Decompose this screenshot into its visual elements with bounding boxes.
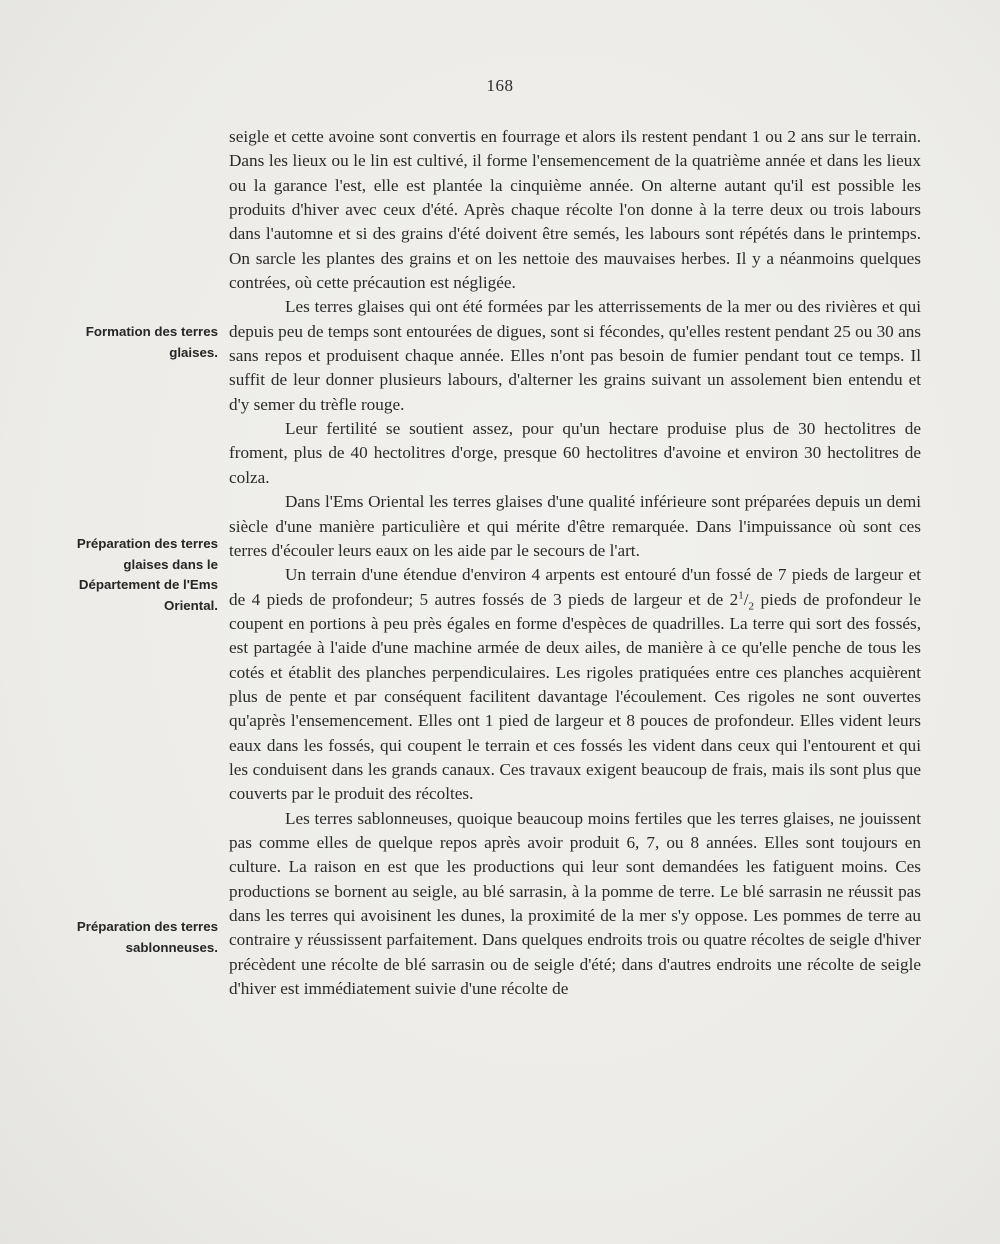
fraction-numerator: 1 [738,588,744,601]
paragraph-terres-glaises: Les terres glaises qui ont été formées par les atterrissements de la mer ou des rivières et qui depuis peu de temps sont entourées de digues, sont si fécondes, qu'elles restent pendant 25 ou 30 ans sans repos et produisent chaque année. Elles n'ont pas besoin de fumier pendant tout ce temps. Il suffit de leur donner plusieurs labours, d'alterner les grains suivant un assolement bien entendu et d'y semer du trèfle rouge. [229,297,921,414]
margin-note-formation: Formation des terres glaises. [85,324,218,360]
paragraph-fertilite: Leur fertilité se soutient assez, pour qu'un hectare produise plus de 30 hectolitres de froment, plus de 40 hectolitres d'orge, presque 60 hectolitres d'avoine et environ 30 hectolitres de colza. [229,419,921,487]
paragraph-ems-oriental: Dans l'Ems Oriental les terres glaises d'une qualité inférieure sont préparées depuis un demi siècle d'une manière particulière et qui mérite d'être remarquée. Dans l'impuissance où sont ces terres d'écouler leurs eaux on les aide par le secours de l'art. [229,492,921,560]
margin-note-preparation-sablonneuses: Préparation des terres sablonneuses. [76,919,218,955]
margin-note-preparation-glaises: Préparation des terres glaises dans le Département de l'Ems Oriental. [76,536,218,613]
paragraph-terrain-fosses-part2: pieds de profondeur le coupent en portions à peu près égales en forme d'espèces de quadrilles. La terre qui sort des fossés, est partagée à l'aide d'une machine armée de deux ailes, de manière à ce qu'elle penche de tous les cotés et établit des planches perpendiculaires. Les rigoles pratiquées entre ces planches acquièrent plus de pente et par conséquent facilitent davantage l'écoulement. Ces rigoles ne sont ouvertes qu'après l'ensemencement. Elles ont 1 pied de largeur et 8 pouces de profondeur. Elles vident leurs eaux dans les fossés, qui coupent le terrain et ces fossés les vident dans ceux qui l'entourent et qui les conduisent dans les grands canaux. Ces travaux exigent beaucoup de frais, mais ils sont plus que couverts par le produit des récoltes. [229,589,921,804]
paragraph-terrain-fosses-part1: Un terrain d'une étendue d'environ 4 arpents est entouré d'un fossé de 7 pieds de largeur et de 4 pieds de profondeur; 5 autres fossés de 3 pieds de largeur et de 2 [229,565,921,609]
body-text [229,125,921,1001]
fraction-denominator: 2 [748,599,755,612]
paragraph-continuation: seigle et cette avoine sont convertis en fourrage et alors ils restent pendant 1 ou 2 ans sur le terrain. Dans les lieux ou le lin est cultivé, il forme l'ensemencement de la quatrième année et dans les lieux ou la garance l'est, elle est plantée la cinquième année. On alterne autant qu'il est possible les produits d'hiver avec ceux d'été. Après chaque récolte l'on donne à la terre deux ou trois labours dans l'automne et si des grains d'été doivent être semés, les labours sont répétés dans le printemps. On sarcle les plantes des grains et on les nettoie des mauvaises herbes. Il y a néanmoins quelques contrées, où cette précaution est négligée. [229,127,921,293]
paragraph-terrain-fosses: Un terrain d'une étendue d'environ 4 arpents est entouré d'un fossé de 7 pieds de largeur et de 4 pieds de profondeur; 5 autres fossés de 3 pieds de largeur et de $2^1/_2$ pieds de profondeur le coupent en portions à peu près égales en forme d'espèces de quadrilles. La terre qui sort des fossés, est partagée à l'aide d'une machine armée de deux ailes, de manière à ce qu'elle penche de tous les cotés et établit des planches perpendiculaires. Les rigoles pratiquées entre ces planches acquièrent plus de pente et par conséquent facilitent davantage l'écoulement. Ces rigoles ne sont ouvertes qu'après l'ensemencement. Elles ont 1 pied de largeur et 8 pouces de profondeur. Elles vident leurs eaux dans les fossés, qui coupent le terrain et ces fossés les vident dans ceux qui l'entourent et qui les conduisent dans les grands canaux. Ces travaux exigent beaucoup de frais, mais ils sont plus que couverts par le produit des récoltes. [229,565,921,804]
paragraph-terres-sablonneuses: Les terres sablonneuses, quoique beaucoup moins fertiles que les terres glaises, ne jouissent pas comme elles de quelque repos après avoir produit 6, 7, ou 8 années. Elles sont toujours en culture. La raison en est que les productions qui leur sont demandées les fatiguent moins. Ces productions se bornent au seigle, au blé sarrasin, à la pomme de terre. Le blé sarrasin ne réussit pas dans les terres qui avoisinent les dunes, la proximité de la mer s'y oppose. Les pommes de terre au contraire y réussissent parfaitement. Dans quelques endroits trois ou quatre récoltes de seigle d'hiver précèdent une récolte de blé sarrasin ou de seigle d'été; dans d'autres endroits une récolte de seigle d'hiver est immédiatement suivie d'une récolte de [229,808,921,999]
page-number: 168 [486,76,514,95]
